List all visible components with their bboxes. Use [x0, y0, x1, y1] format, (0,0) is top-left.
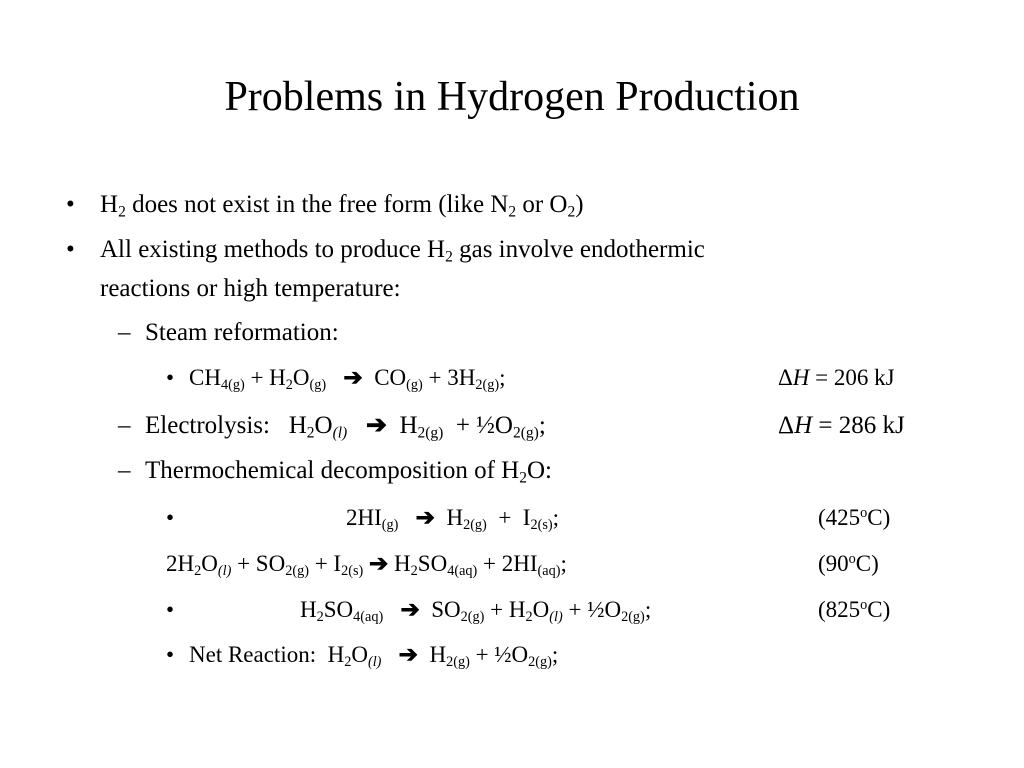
sub-bullet-text: Steam reformation: — [145, 319, 339, 346]
bullet-text-continuation: reactions or high temperature: — [100, 275, 401, 302]
sub-bullet-text: Thermochemical decomposition of $H_2O$: — [145, 457, 552, 487]
reaction-arrow-icon: ➔ — [343, 365, 363, 390]
reaction-arrow-icon: ➔ — [398, 642, 418, 667]
equation-text: $H_2SO_{4(aq)}$ ➔ $SO_{2(g)} + H_2O_{(l)}$ + $\frac{1}{2}O_{2(g)}$; — [300, 597, 652, 625]
bullet-marker: • — [166, 642, 175, 667]
dash-marker: – — [118, 412, 131, 439]
temperature-value: (425$^o$C) — [818, 505, 891, 530]
bullet-marker: • — [166, 505, 175, 530]
slide-title: Problems in Hydrogen Production — [224, 74, 800, 120]
bullet-text: $H_2$ does not exist in the free form (like $N_2$ or $O_2$) — [100, 191, 584, 221]
bullet-marker: • — [166, 597, 175, 622]
reaction-arrow-icon: ➔ — [400, 597, 420, 622]
dash-marker: – — [118, 457, 131, 484]
temperature-value: (825$^o$C) — [818, 597, 891, 622]
equation-text: $2HI_{(g)}$ ➔ $H_{2(g)} + I_{2(s)}$; — [346, 505, 560, 533]
enthalpy-value: ΔH = 286 kJ — [778, 412, 905, 439]
reaction-arrow-icon: ➔ — [365, 412, 387, 439]
bullet-marker: • — [166, 365, 175, 390]
dash-marker: – — [118, 319, 131, 346]
equation-text: Net Reaction: $H_2O_{(l)}$ ➔ $H_{2(g)}$ + $\frac{1}{2}O_{2(g)}$; — [189, 642, 559, 670]
bullet-marker: • — [66, 191, 75, 218]
bullet-text: All existing methods to produce $H_2$ gas involve endothermic — [100, 236, 705, 266]
equation-text: $2H_2O_{(l)} + SO_{2(g)} + I_{2(s)}$ ➔ $H_2SO_{4(aq)} + 2HI_{(aq)}$; — [166, 551, 567, 579]
enthalpy-value: ΔH = 206 kJ — [778, 365, 895, 390]
reaction-arrow-icon: ➔ — [415, 505, 435, 530]
bullet-marker: • — [66, 236, 75, 263]
equation-text: Electrolysis: $H_2O_{(l)}$ ➔ $H_{2(g)}$ + $\frac{1}{2}O_{2(g)}$; — [145, 412, 546, 442]
reaction-arrow-icon: ➔ — [369, 551, 389, 576]
equation-text: $CH_{4(g)} + H_2O_{(g)}$ ➔ $CO_{(g)} + 3H_{2(g)}$; — [189, 365, 506, 393]
temperature-value: (90$^o$C) — [818, 551, 879, 576]
